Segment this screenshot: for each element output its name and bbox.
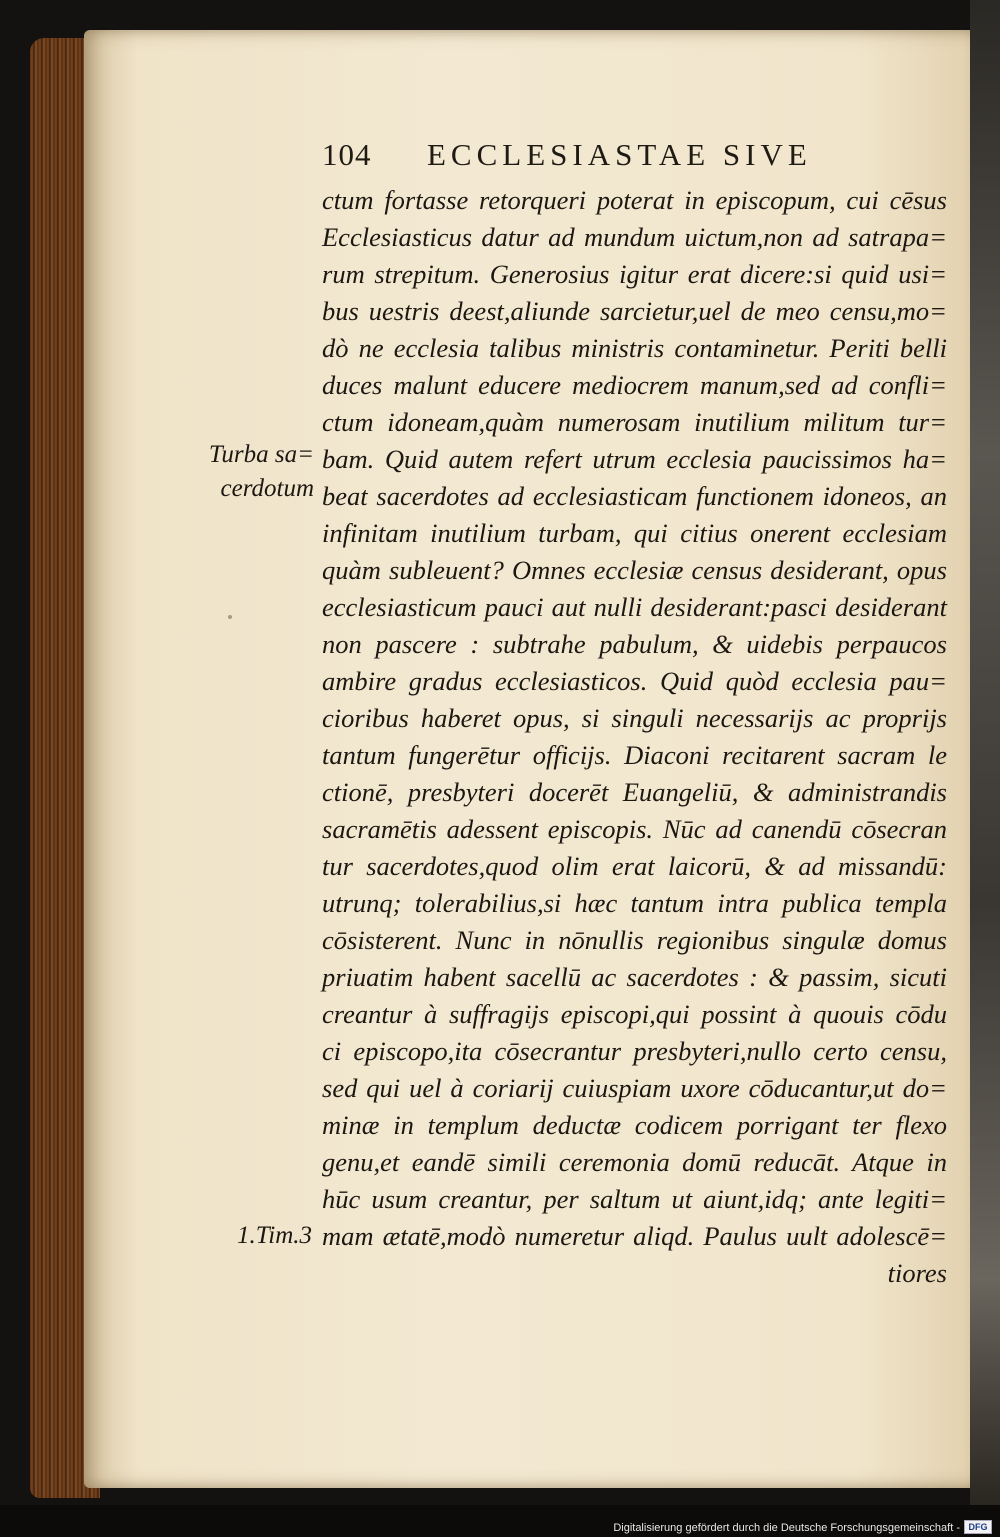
text-line: hūc usum creantur, per saltum ut aiunt,idq; ante legiti=: [322, 1184, 947, 1214]
text-line: cōsisterent. Nunc in nōnullis regionibus singulæ domus: [322, 925, 947, 955]
text-line: dò ne ecclesia talibus ministris contaminetur. Periti belli: [322, 333, 947, 363]
text-line: ci episcopo,ita cōsecrantur presbyteri,nullo certo censu,: [322, 1036, 947, 1066]
marginal-note-line: Turba sa=: [208, 441, 314, 468]
text-line: bam. Quid autem refert utrum ecclesia paucissimos ha=: [322, 444, 947, 474]
text-line: non pascere : subtrahe pabulum, & uidebis perpaucos: [322, 629, 947, 659]
marginal-note-line: cerdotum: [220, 475, 314, 502]
text-line: priuatim habent sacellū ac sacerdotes : & passim, sicuti: [322, 962, 947, 992]
running-header: [322, 137, 882, 181]
text-line: utrunq; tolerabilius,si hæc tantum intra publica templa: [322, 888, 947, 918]
text-line: infinitam inutilium turbam, qui citius onerent ecclesiam: [322, 518, 947, 548]
text-line: minæ in templum deductæ codicem porrigant ter flexo: [322, 1110, 947, 1140]
text-line: cioribus haberet opus, si singuli necessarijs ac proprijs: [322, 703, 947, 733]
text-line: ambire gradus ecclesiasticos. Quid quòd ecclesia pau=: [322, 666, 947, 696]
marginal-note: [200, 1222, 312, 1250]
catchword: tiores: [887, 1258, 947, 1288]
marginal-note-line: 1.Tim.3: [236, 1222, 312, 1249]
text-line: sed qui uel à coriarij cuiuspiam uxore cōducantur,ut do=: [322, 1073, 947, 1103]
marginal-note: [188, 441, 314, 503]
text-line: genu,et eandē simili ceremonia domū reducāt. Atque in: [322, 1147, 947, 1177]
footer-bar: [0, 1505, 1000, 1537]
binding-strip: [970, 0, 1000, 1505]
text-line: bus uestris deest,aliunde sarcietur,uel de meo censu,mo=: [322, 296, 947, 326]
text-line: tantum fungerētur officijs. Diaconi recitarent sacram le: [322, 740, 947, 770]
text-line: mam ætatē,modò numeretur aliqd. Paulus uult adolescē=: [322, 1221, 947, 1251]
text-line: ecclesiasticum pauci aut nulli desiderant:pasci desiderant: [322, 592, 947, 622]
text-line: sacramētis adessent episcopis. Nūc ad canendū cōsecran: [322, 814, 947, 844]
text-line: ctum fortasse retorqueri poterat in episcopum, cui cēsus: [322, 185, 947, 215]
text-line: duces malunt educere mediocrem manum,sed ad confli=: [322, 370, 947, 400]
text-line: Ecclesiasticus datur ad mundum uictum,non ad satrapa=: [322, 222, 947, 252]
text-line: tur sacerdotes,quod olim erat laicorū, & ad missandū:: [322, 851, 947, 881]
dfg-logo-icon: DFG: [964, 1520, 992, 1534]
text-line: creantur à suffragijs episcopi,qui possint à quouis cōdu: [322, 999, 947, 1029]
body-text: [322, 182, 947, 1292]
funding-credit: Digitalisierung gefördert durch die Deutsche Forschungsgemeinschaft -: [613, 1522, 960, 1534]
running-head: ECCLESIASTAE SIVE: [427, 137, 812, 172]
text-line: quàm subleuent? Omnes ecclesiæ census desiderant, opus: [322, 555, 947, 585]
text-line: beat sacerdotes ad ecclesiasticam functionem idoneos, an: [322, 481, 947, 511]
text-line: ctionē, presbyteri docerēt Euangeliū, & administrandis: [322, 777, 947, 807]
text-line: rum strepitum. Generosius igitur erat dicere:si quid usi=: [322, 259, 947, 289]
text-line: ctum idoneam,quàm numerosam inutilium militum tur=: [322, 407, 947, 437]
paper-speck: [228, 615, 232, 619]
page-number: 104: [322, 137, 372, 172]
